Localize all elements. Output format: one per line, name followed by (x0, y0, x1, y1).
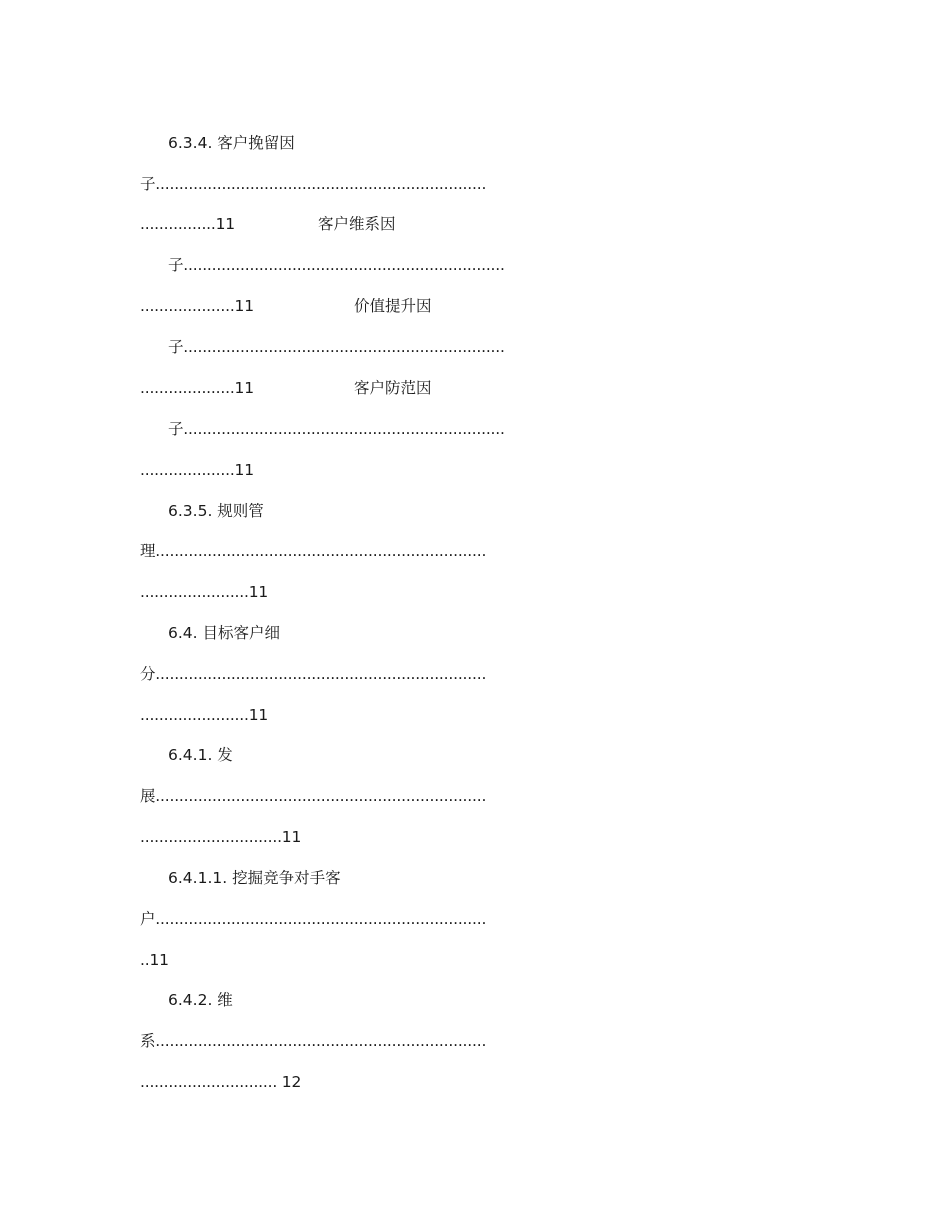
toc-page-number: ....................11 (140, 379, 254, 397)
toc-page-number: ..............................11 (140, 828, 302, 846)
toc-page-number: ................11 (140, 215, 235, 233)
toc-leader-6-3-4: 子...................................................................... (140, 175, 487, 193)
toc-heading-6-3-4: 6.3.4. 客户挽留因 (168, 134, 295, 152)
toc-page-number: ............................. 12 (140, 1073, 302, 1091)
toc-heading-value-increase: 价值提升因 (354, 297, 432, 315)
toc-heading-6-4-2: 6.4.2. 维 (168, 991, 233, 1009)
toc-leader-6-4-1: 展...................................................................... (140, 787, 487, 805)
toc-heading-customer-prevention: 客户防范因 (354, 379, 432, 397)
toc-leader-6-3-5: 理...................................................................... (140, 542, 487, 560)
toc-heading-6-4-1-1: 6.4.1.1. 挖掘竞争对手客 (168, 869, 341, 887)
toc-page-number: .......................11 (140, 706, 269, 724)
toc-heading-6-4-1: 6.4.1. 发 (168, 746, 233, 764)
toc-page-number: ....................11 (140, 461, 254, 479)
toc-heading-6-3-5: 6.3.5. 规则管 (168, 502, 264, 520)
toc-leader-6-4-1-1: 户...................................................................... (140, 910, 487, 928)
toc-leader-customer-retention: 子.................................................................... (168, 256, 505, 274)
toc-page-number: .......................11 (140, 583, 269, 601)
toc-heading-customer-retention: 客户维系因 (318, 215, 396, 233)
toc-page-number: ....................11 (140, 297, 254, 315)
toc-leader-customer-prevention: 子.................................................................... (168, 420, 505, 438)
toc-heading-6-4: 6.4. 目标客户细 (168, 624, 281, 642)
toc-page-number: ..11 (140, 951, 169, 969)
toc-leader-6-4-2: 系...................................................................... (140, 1032, 487, 1050)
toc-leader-6-4: 分...................................................................... (140, 665, 487, 683)
toc-leader-value-increase: 子.................................................................... (168, 338, 505, 356)
